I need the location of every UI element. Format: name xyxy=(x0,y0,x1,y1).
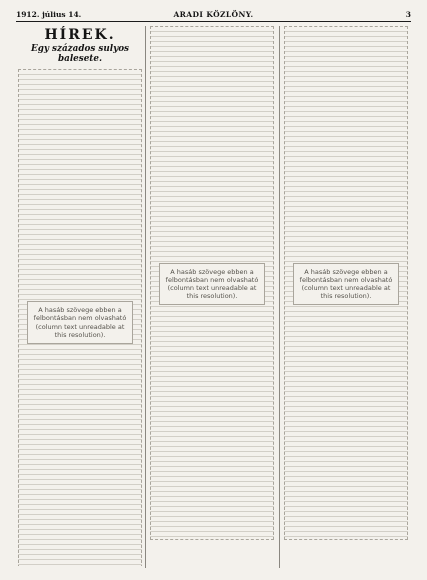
lead-article-headline: Egy százados sulyos balesete. xyxy=(30,44,130,64)
page-number: 3 xyxy=(405,10,411,19)
running-head xyxy=(16,8,411,20)
issue-date: 1912. július 14. xyxy=(16,10,82,19)
column-2 xyxy=(150,26,274,566)
column-text-placeholder xyxy=(18,69,142,566)
unreadable-note: A hasáb szövege ebben a felbontásban nem olvasható (column text unreadable at this resolution). xyxy=(159,263,265,306)
newspaper-title: ARADI KÖZLÖNY. xyxy=(173,10,254,19)
masthead-rule xyxy=(16,21,411,22)
column-divider xyxy=(279,26,280,568)
column-3 xyxy=(284,26,408,566)
unreadable-note: A hasáb szövege ebben a felbontásban nem olvasható (column text unreadable at this resolution). xyxy=(293,263,399,306)
column-text-placeholder xyxy=(150,26,274,540)
section-title: HÍREK. xyxy=(44,27,116,43)
column-text-placeholder xyxy=(284,26,408,540)
unreadable-note: A hasáb szövege ebben a felbontásban nem olvasható (column text unreadable at this resolution). xyxy=(27,301,133,344)
column-1 xyxy=(18,26,142,566)
column-divider xyxy=(145,26,146,568)
